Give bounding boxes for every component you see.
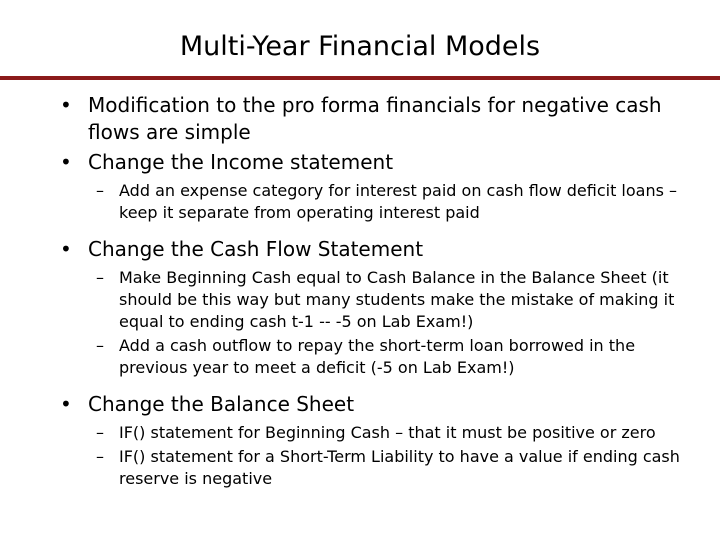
dash-icon: – — [96, 268, 104, 287]
bullet-text: Change the Cash Flow Statement — [88, 237, 424, 261]
sub-bullet-text: IF() statement for a Short-Term Liability to have a value if ending cash reserve is negative — [119, 447, 680, 488]
sub-bullet-text: Make Beginning Cash equal to Cash Balance in the Balance Sheet (it should be this way but many students make the mistake of making it equal to ending cash t-1 -- -5 on Lab Exam!) — [119, 268, 675, 331]
sub-bullet-point — [0, 180, 720, 224]
sub-bullet-list — [0, 422, 720, 490]
sub-bullet-list — [0, 180, 720, 224]
dash-icon: – — [96, 423, 104, 442]
bullet-point — [0, 236, 720, 263]
sub-bullet-point — [0, 267, 720, 333]
bullet-point — [0, 391, 720, 418]
dash-icon: – — [96, 336, 104, 355]
dash-icon: – — [96, 181, 104, 200]
sub-bullet-point — [0, 335, 720, 379]
bullet-icon: • — [60, 93, 72, 117]
bullet-icon: • — [60, 237, 72, 261]
sub-bullet-point — [0, 446, 720, 490]
sub-bullet-list — [0, 267, 720, 379]
title-divider — [0, 76, 720, 80]
sub-bullet-text: Add an expense category for interest paid on cash flow deficit loans – keep it separate from operating interest paid — [119, 181, 678, 222]
bullet-point — [0, 92, 720, 146]
bullet-text: Change the Balance Sheet — [88, 392, 355, 416]
slide-title: Multi-Year Financial Models — [179, 31, 541, 62]
slide-content — [0, 92, 720, 502]
bullet-icon: • — [60, 392, 72, 416]
sub-bullet-text: Add a cash outflow to repay the short-term loan borrowed in the previous year to meet a deficit (-5 on Lab Exam!) — [119, 336, 636, 377]
bullet-text: Change the Income statement — [88, 150, 394, 174]
dash-icon: – — [96, 447, 104, 466]
sub-bullet-text: IF() statement for Beginning Cash – that it must be positive or zero — [119, 423, 656, 442]
bullet-point — [0, 149, 720, 176]
sub-bullet-point — [0, 422, 720, 444]
bullet-text: Modification to the pro forma financials for negative cash flows are simple — [88, 93, 662, 144]
bullet-icon: • — [60, 150, 72, 174]
